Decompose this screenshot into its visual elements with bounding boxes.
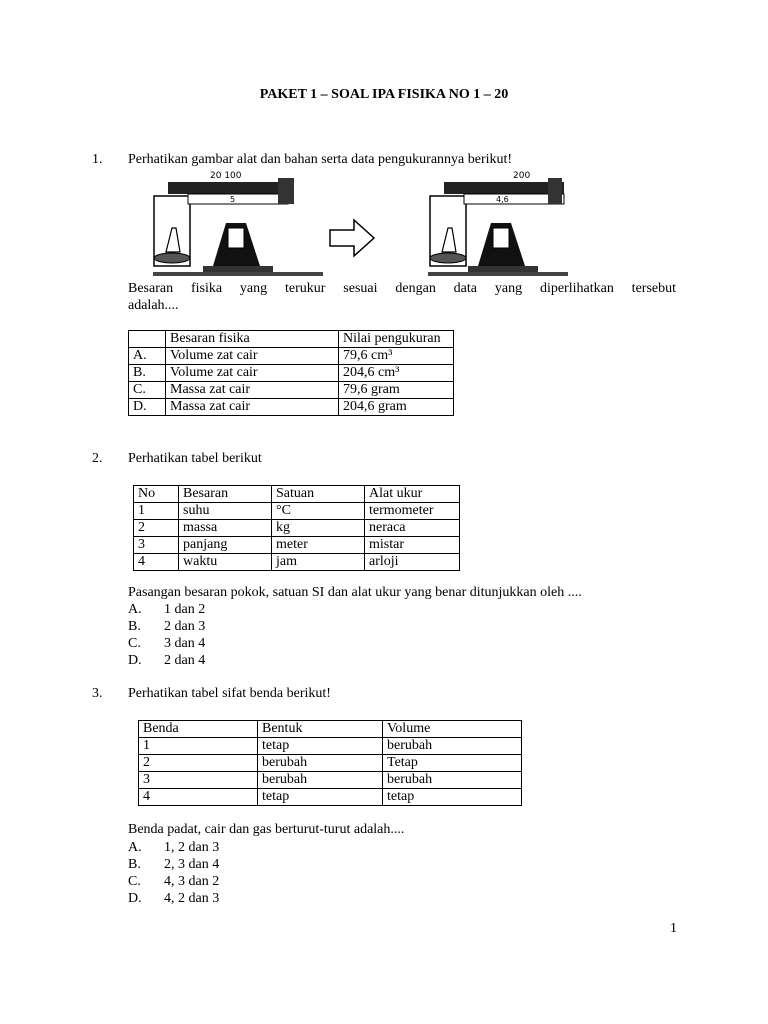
table-row: 4 tetap tetap <box>139 789 522 806</box>
table-row: 3 berubah berubah <box>139 772 522 789</box>
table-row: A. Volume zat cair 79,6 cm³ <box>129 348 454 365</box>
question-2-prompt: Pasangan besaran pokok, satuan SI dan alat ukur yang benar ditunjukkan oleh .... <box>128 585 582 600</box>
table-row: 2 massa kg neraca <box>134 520 460 537</box>
option-letter: D. <box>128 653 142 668</box>
option-letter: B. <box>128 619 141 634</box>
question-1-number: 1. <box>92 152 103 167</box>
question-2-table <box>133 485 460 571</box>
option-letter: C. <box>128 874 141 889</box>
table-row: C. Massa zat cair 79,6 gram <box>129 382 454 399</box>
table-row: B. Volume zat cair 204,6 cm³ <box>129 365 454 382</box>
question-2-text: Perhatikan tabel berikut <box>128 451 262 466</box>
option-letter: A. <box>128 840 142 855</box>
balance-measurement-figure <box>148 168 568 278</box>
option-text: 2 dan 4 <box>164 653 206 668</box>
option-text: 1, 2 dan 3 <box>164 840 220 855</box>
table-row: 1 suhu °C termometer <box>134 503 460 520</box>
svg-text:20 100: 20 100 <box>210 171 242 181</box>
question-1-table <box>128 330 454 416</box>
option-letter: D. <box>128 891 142 906</box>
question-3-table <box>138 720 522 806</box>
page-number: 1 <box>670 921 677 936</box>
option-text: 2 dan 3 <box>164 619 206 634</box>
option-text: 2, 3 dan 4 <box>164 857 220 872</box>
question-3-number: 3. <box>92 686 103 701</box>
question-3-text: Perhatikan tabel sifat benda berikut! <box>128 686 331 701</box>
table-row: D. Massa zat cair 204,6 gram <box>129 399 454 416</box>
option-letter: A. <box>128 602 142 617</box>
table-header-row: Besaran fisika Nilai pengukuran <box>129 331 454 348</box>
table-header-row: No Besaran Satuan Alat ukur <box>134 486 460 503</box>
question-1-text: Perhatikan gambar alat dan bahan serta data pengukurannya berikut! <box>128 152 513 167</box>
option-text: 4, 2 dan 3 <box>164 891 220 906</box>
table-row: 4 waktu jam arloji <box>134 554 460 571</box>
option-text: 4, 3 dan 2 <box>164 874 220 889</box>
table-row: 2 berubah Tetap <box>139 755 522 772</box>
option-text: 3 dan 4 <box>164 636 206 651</box>
right-balance-illustration <box>428 171 568 276</box>
option-letter: B. <box>128 857 141 872</box>
table-row: 3 panjang meter mistar <box>134 537 460 554</box>
table-header-row: Benda Bentuk Volume <box>139 721 522 738</box>
table-row: 1 tetap berubah <box>139 738 522 755</box>
svg-text:4,6: 4,6 <box>496 195 509 204</box>
left-balance-illustration <box>153 171 323 276</box>
page-title: PAKET 1 – SOAL IPA FISIKA NO 1 – 20 <box>259 87 509 102</box>
option-text: 1 dan 2 <box>164 602 206 617</box>
question-2-number: 2. <box>92 451 103 466</box>
option-letter: C. <box>128 636 141 651</box>
question-3-prompt: Benda padat, cair dan gas berturut-turut adalah.... <box>128 822 405 837</box>
arrow-icon <box>330 220 374 256</box>
svg-text:5: 5 <box>230 195 236 204</box>
svg-text:200: 200 <box>513 171 531 181</box>
question-1-paragraph: Besaran fisika yang terukur sesuai dengan data yang diperlihatkan tersebut adalah.... <box>128 281 676 313</box>
